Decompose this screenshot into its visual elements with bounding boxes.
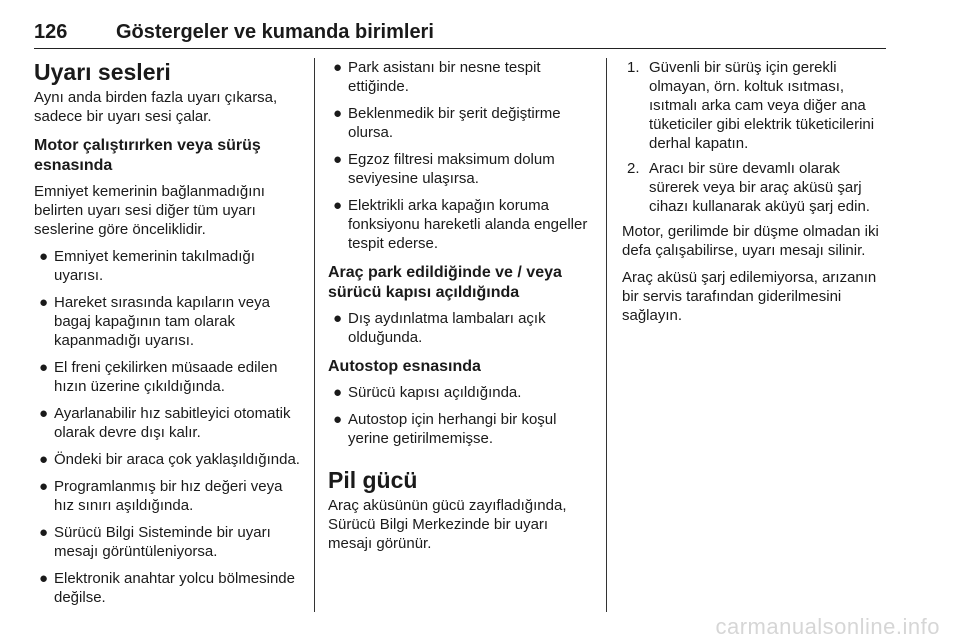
bullet-icon: ● (39, 570, 49, 587)
subheading-autostop: Autostop esnasında (328, 358, 481, 375)
list-item (34, 247, 300, 285)
numbered-item (622, 58, 888, 153)
bullet-icon: ● (39, 248, 49, 265)
bullet-icon: ● (333, 411, 343, 428)
list-item (328, 383, 590, 402)
list-item (328, 196, 590, 253)
subheading-parked: Araç park edildiğinde ve / veya sürücü kapısı açıldığında (328, 264, 562, 301)
list-item (328, 150, 590, 188)
list-item (34, 523, 300, 561)
item-number: 2. (627, 160, 640, 177)
column-divider (606, 58, 607, 612)
list-item-text: Egzoz filtresi maksimum dolum seviyesine ulaşırsa. (348, 151, 555, 187)
bullet-icon: ● (39, 478, 49, 495)
item-number: 1. (627, 59, 640, 76)
bullet-icon: ● (333, 197, 343, 214)
section-heading-battery: Pil gücü (328, 467, 418, 493)
bullet-icon: ● (333, 384, 343, 401)
list-item-text: Park asistanı bir nesne tespit ettiğinde. (348, 59, 541, 95)
list-item (34, 450, 300, 469)
list-item (328, 309, 590, 347)
intro-paragraph: Aynı anda birden fazla uyarı çıkarsa, sadece bir uyarı sesi çalar. (34, 89, 278, 125)
numbered-item (622, 159, 888, 216)
list-item-text: Programlanmış bir hız değeri veya hız sınırı aşıldığında. (54, 478, 283, 514)
list-item (34, 477, 300, 515)
list-item-text: Sürücü kapısı açıldığında. (348, 384, 522, 401)
list-item (34, 569, 300, 607)
list-item-text: Elektrikli arka kapağın koruma fonksiyonu hareketli alanda engeller tespit ederse. (348, 197, 588, 252)
list-item-text: Elektronik anahtar yolcu bölmesinde değilse. (54, 570, 295, 606)
list-item (328, 104, 590, 142)
page-title: Göstergeler ve kumanda birimleri (116, 21, 434, 43)
column-3 (622, 58, 888, 333)
subheading-driving: Motor çalıştırırken veya sürüş esnasında (34, 137, 261, 174)
bullet-icon: ● (39, 451, 49, 468)
bullet-icon: ● (39, 359, 49, 376)
column-1 (34, 58, 300, 615)
watermark: carmanualsonline.info (715, 614, 940, 639)
list-item (328, 410, 590, 448)
list-item-text: Ayarlanabilir hız sabitleyici otomatik olarak devre dışı kalır. (54, 405, 291, 441)
numbered-item-text: Güvenli bir sürüş için gerekli olmayan, örn. koltuk ısıtması, ısıtmalı arka cam veya diğer ana tüketiciler gibi elektrik tüketicilerini derhal kapatın. (649, 59, 875, 152)
numbered-item-text: Aracı bir süre devamlı olarak sürerek veya bir araç aküsü şarj cihazı kullanarak aküyü şarj edin. (649, 160, 870, 215)
bullet-icon: ● (333, 310, 343, 327)
bullet-icon: ● (39, 294, 49, 311)
battery-paragraph: Araç aküsünün gücü zayıfladığında, Sürücü Bilgi Merkezinde bir uyarı mesajı görünür. (328, 497, 567, 552)
list-item-text: Sürücü Bilgi Sisteminde bir uyarı mesajı görüntüleniyorsa. (54, 524, 271, 560)
list-item-text: Dış aydınlatma lambaları açık olduğunda. (348, 310, 546, 346)
restart-paragraph: Motor, gerilimde bir düşme olmadan iki defa çalışabilirse, uyarı mesajı silinir. (622, 223, 879, 259)
bullet-icon: ● (39, 405, 49, 422)
list-item-text: Öndeki bir araca çok yaklaşıldığında. (54, 451, 300, 468)
bullet-icon: ● (39, 524, 49, 541)
parked-list (328, 309, 590, 347)
autostop-list (328, 383, 590, 448)
list-item (34, 358, 300, 396)
column-divider (314, 58, 315, 612)
bullet-icon: ● (333, 105, 343, 122)
service-paragraph: Araç aküsü şarj edilemiyorsa, arızanın bir servis tarafından giderilmesini sağlayın. (622, 269, 877, 324)
list-item-text: Hareket sırasında kapıların veya bagaj kapağının tam olarak kapanmadığı uyarısı. (54, 294, 270, 349)
page-header (34, 18, 886, 49)
list-item-text: Emniyet kemerinin takılmadığı uyarısı. (54, 248, 255, 284)
list-item (328, 58, 590, 96)
list-item (34, 293, 300, 350)
warning-list (34, 247, 300, 607)
list-item (34, 404, 300, 442)
column-2 (328, 58, 590, 561)
priority-paragraph: Emniyet kemerinin bağlanmadığını belirten uyarı sesi diğer tüm uyarı seslerine göre önceliklidir. (34, 183, 265, 238)
warning-list-continued (328, 58, 590, 253)
section-heading-warning-sounds: Uyarı sesleri (34, 59, 171, 85)
list-item-text: El freni çekilirken müsaade edilen hızın üzerine çıkıldığında. (54, 359, 278, 395)
battery-steps (622, 58, 888, 216)
bullet-icon: ● (333, 59, 343, 76)
list-item-text: Beklenmedik bir şerit değiştirme olursa. (348, 105, 561, 141)
page-number: 126 (34, 21, 68, 43)
bullet-icon: ● (333, 151, 343, 168)
list-item-text: Autostop için herhangi bir koşul yerine getirilmemişse. (348, 411, 557, 447)
